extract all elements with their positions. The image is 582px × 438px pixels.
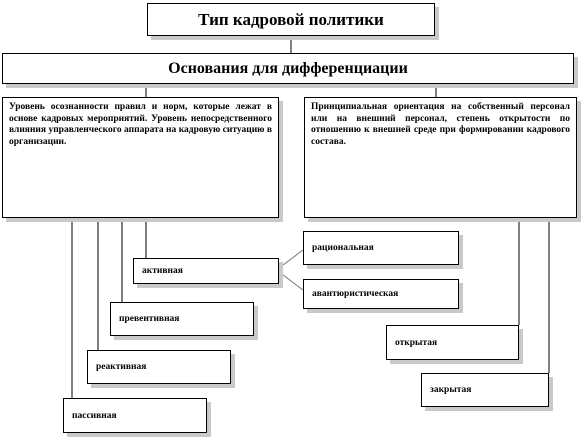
criteria-left-box [2, 97, 279, 218]
subtype-rational [303, 231, 459, 265]
policy-type-title [147, 3, 435, 36]
criteria-left-text: Уровень осознанности правил и норм, которые лежат в основе кадровых мероприятий. Уровень непосредственного влияния управленческого аппарата на кадровую ситуацию в организации. [9, 102, 272, 147]
type-open-label: открытая [395, 337, 438, 348]
subtype-rational-label: рациональная [312, 243, 374, 253]
type-active-label: активная [142, 266, 183, 276]
type-closed [421, 373, 549, 407]
type-open [386, 325, 519, 360]
criteria-right-box [304, 97, 577, 218]
subtype-adventurous [303, 279, 459, 309]
type-closed-label: закрытая [430, 385, 472, 395]
policy-type-title-text: Тип кадровой политики [198, 9, 384, 29]
subtype-adventurous-label: авантюристическая [312, 289, 399, 299]
type-preventive-label: превентивная [119, 314, 180, 324]
type-passive-label: пассивная [72, 410, 117, 421]
type-reactive [87, 350, 231, 384]
type-active [133, 258, 279, 284]
type-preventive [110, 302, 254, 336]
differentiation-basis [2, 53, 574, 84]
type-passive [63, 398, 207, 433]
criteria-right-text: Принципиальная ориентация на собственный персонал или на внешний персонал, степень открытости по отношению к внешней среде при формировании кадрового состава. [311, 102, 570, 147]
type-reactive-label: реактивная [96, 362, 147, 372]
differentiation-basis-text: Основания для дифференциации [168, 59, 408, 77]
